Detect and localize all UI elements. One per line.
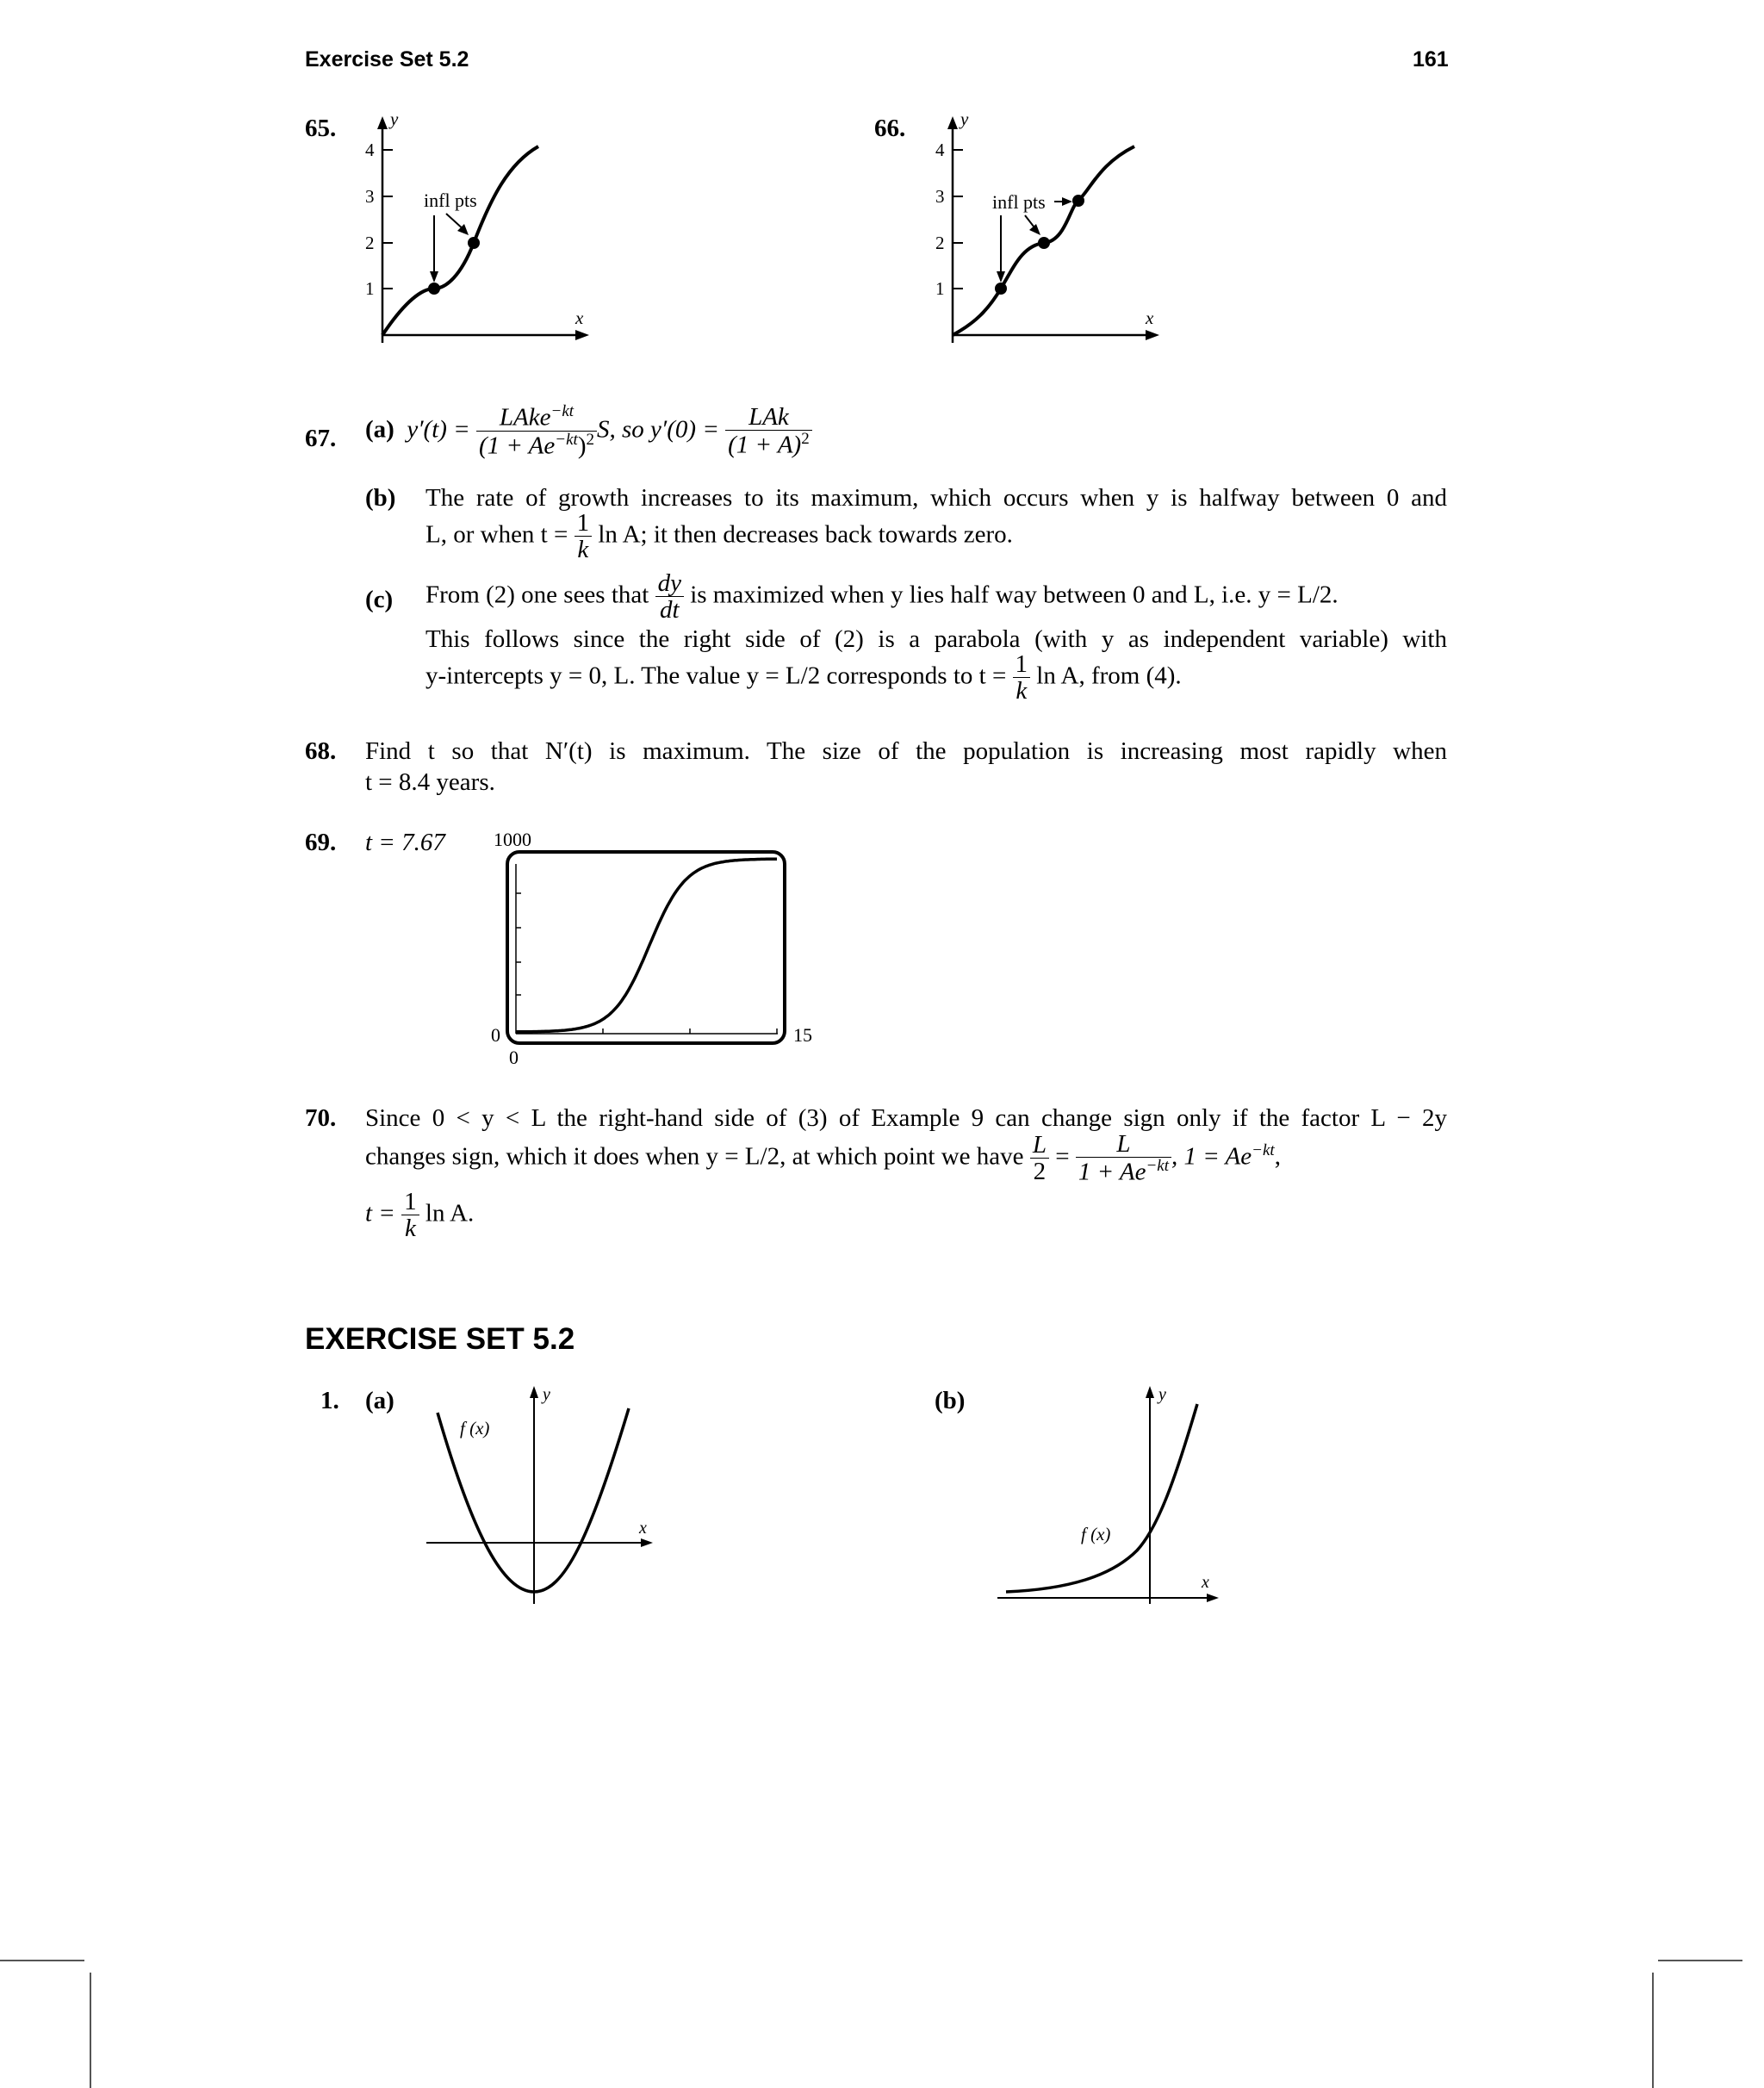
problem-68-line-1: Find t so that N′(t) is maximum. The size of the population is increasing most rapidly when — [365, 737, 1447, 765]
problem-67c-line-1-post: is maximized when y lies half way between 0 and L, i.e. y = L/2. — [690, 581, 1339, 609]
problem-67b-line-1: The rate of growth increases to its maximum, which occurs when y is halfway between 0 and — [425, 484, 1447, 512]
problem-67c-frac-den: dt — [660, 596, 680, 625]
problem-70-line-2-end: , — [1274, 1142, 1281, 1171]
problem-65-number: 65. — [305, 115, 337, 142]
problem-67a-frac1-num-sup: −kt — [550, 402, 575, 420]
exercise-1-number: 1. — [320, 1387, 339, 1414]
problem-65-graph — [345, 109, 603, 353]
problem-69-y-max: 1000 — [494, 829, 531, 850]
problem-70-line-3-frac-den: k — [404, 1215, 416, 1243]
problem-69-answer: t = 7.67 — [365, 829, 445, 856]
problem-70-line-2 — [365, 1131, 1281, 1186]
problem-67b-frac-num: 1 — [576, 509, 590, 537]
problem-69-curve — [516, 859, 777, 1032]
problem-67a-frac1-den: (1 + Ae — [478, 432, 556, 460]
problem-65-annotation: infl pts — [424, 190, 477, 211]
problem-66-y-label: y — [960, 109, 969, 129]
problem-67c-line-3-fraction — [1013, 651, 1031, 705]
problem-67c-line-1-pre: From (2) one sees that — [425, 581, 649, 609]
problem-67a-frac1-den-sup: −kt — [555, 431, 578, 450]
exercise-1b-label: (b) — [935, 1387, 966, 1414]
problem-67c-line-3-frac-num: 1 — [1015, 650, 1028, 678]
problem-69-graph — [504, 848, 788, 1047]
exercise-1b-x-label: x — [1202, 1573, 1209, 1592]
problem-65-x-label: x — [575, 308, 584, 328]
problem-65-tick-3: 3 — [365, 186, 375, 207]
exercise-1b-graph — [991, 1383, 1232, 1606]
problem-65-tick-1: 1 — [365, 278, 375, 299]
problem-67b-fraction — [575, 510, 593, 563]
problem-70-line-2-pre: changes sign, which it does when y = L/2, at which point we have — [365, 1142, 1024, 1171]
problem-70-fraction-2 — [1076, 1131, 1171, 1186]
problem-67a-frac2-den: (1 + A) — [728, 431, 802, 459]
problem-66-number: 66. — [874, 115, 906, 142]
page-number: 161 — [1413, 47, 1449, 71]
problem-68-line-2: t = 8.4 years. — [365, 768, 495, 796]
problem-67b-label: (b) — [365, 484, 396, 512]
problem-70-f1-num: L — [1032, 1130, 1047, 1159]
exercise-1a-x-label: x — [639, 1519, 647, 1538]
problem-67a-frac1-den-end: ) — [577, 432, 587, 460]
problem-69-x-min: 0 — [509, 1047, 519, 1068]
problem-70-f1-den: 2 — [1030, 1158, 1049, 1184]
problem-66-annotation: infl pts — [992, 191, 1046, 213]
problem-70-number: 70. — [305, 1104, 337, 1132]
exercise-1a-curve-label: f (x) — [460, 1418, 490, 1439]
problem-67a-frac2-den-pow: 2 — [801, 430, 810, 449]
exercise-1b-curve — [1006, 1404, 1197, 1592]
problem-67c-line-1 — [425, 570, 1339, 624]
problem-70-line-1: Since 0 < y < L the right-hand side of (3) of Example 9 can change sign only if the factor L − 2y — [365, 1104, 1447, 1132]
problem-67a-mid: S, so y′(0) = — [597, 415, 719, 444]
problem-70-line-3 — [365, 1189, 474, 1242]
problem-70-line-2-eq: = — [1055, 1142, 1070, 1171]
problem-67a-frac1-num: LAke — [499, 403, 551, 432]
exercise-1b-y-label: y — [1158, 1385, 1166, 1404]
problem-70-fraction-1 — [1030, 1132, 1049, 1185]
problem-67b-line-2-post: ln A; it then decreases back towards zero. — [598, 520, 1013, 549]
problem-67a-fraction-2 — [725, 404, 812, 459]
problem-69-number: 69. — [305, 829, 337, 856]
problem-67c-line-3-frac-den: k — [1016, 677, 1028, 705]
crop-mark-left-vertical — [90, 1973, 91, 2088]
crop-mark-right-horizontal — [1658, 1960, 1742, 1961]
problem-70-line-2-post-sup: −kt — [1252, 1140, 1275, 1159]
problem-67a-fraction-1 — [476, 403, 597, 459]
problem-67c-line-3 — [425, 651, 1182, 705]
problem-70-line-3-post: ln A. — [425, 1199, 475, 1227]
problem-69-x-max: 15 — [793, 1024, 812, 1046]
problem-65-tick-2: 2 — [365, 233, 375, 253]
crop-mark-left-horizontal — [0, 1960, 84, 1961]
problem-67-number: 67. — [305, 425, 337, 452]
problem-67a-label: (a) — [365, 415, 394, 444]
problem-66-tick-2: 2 — [935, 233, 945, 253]
problem-66-graph — [915, 109, 1173, 353]
problem-67a-lhs: y′(t) = — [407, 415, 470, 444]
problem-66-tick-3: 3 — [935, 186, 945, 207]
problem-67a-frac2-num: LAk — [748, 402, 789, 431]
problem-65-y-label: y — [390, 109, 399, 129]
problem-70-line-3-pre: t = — [365, 1199, 395, 1227]
problem-66-tick-4: 4 — [935, 140, 945, 160]
exercise-1a-y-label: y — [543, 1385, 550, 1404]
problem-70-line-3-frac-num: 1 — [404, 1188, 417, 1215]
exercise-1b-curve-label: f (x) — [1081, 1524, 1111, 1544]
problem-68-number: 68. — [305, 737, 337, 765]
problem-66-x-label: x — [1146, 308, 1154, 328]
crop-mark-right-vertical — [1652, 1973, 1654, 2088]
exercise-1a-label: (a) — [365, 1387, 394, 1414]
problem-66-tick-1: 1 — [935, 278, 945, 299]
running-header-left: Exercise Set 5.2 — [305, 47, 469, 71]
problem-67c-line-2: This follows since the right side of (2) is a parabola (with y as independent variable) with — [425, 625, 1447, 653]
problem-67c-frac-num: dy — [657, 569, 681, 597]
problem-65-tick-4: 4 — [365, 140, 375, 160]
exercise-1a-graph — [422, 1383, 663, 1606]
problem-67c-label: (c) — [365, 586, 394, 613]
problem-67b-line-2-pre: L, or when t = — [425, 520, 568, 549]
problem-70-line-2-post: , 1 = Ae — [1171, 1142, 1252, 1171]
problem-67b-frac-den: k — [577, 536, 589, 564]
problem-67a — [365, 403, 812, 459]
problem-70-f2-num: L — [1116, 1130, 1131, 1158]
problem-70-f2-den-sup: −kt — [1146, 1157, 1169, 1176]
problem-67c-line-3-post: ln A, from (4). — [1036, 662, 1182, 690]
section-title: EXERCISE SET 5.2 — [305, 1322, 575, 1356]
problem-69-y-min: 0 — [491, 1024, 500, 1046]
problem-67c-line-3-pre: y-intercepts y = 0, L. The value y = L/2 corresponds to t = — [425, 662, 1007, 690]
problem-70-f2-den: 1 + Ae — [1078, 1159, 1146, 1187]
problem-67c-fraction — [655, 570, 684, 624]
problem-67a-frac1-den-pow: 2 — [586, 431, 594, 450]
problem-67b-line-2 — [425, 510, 1013, 563]
problem-70-line-3-fraction — [401, 1189, 419, 1242]
